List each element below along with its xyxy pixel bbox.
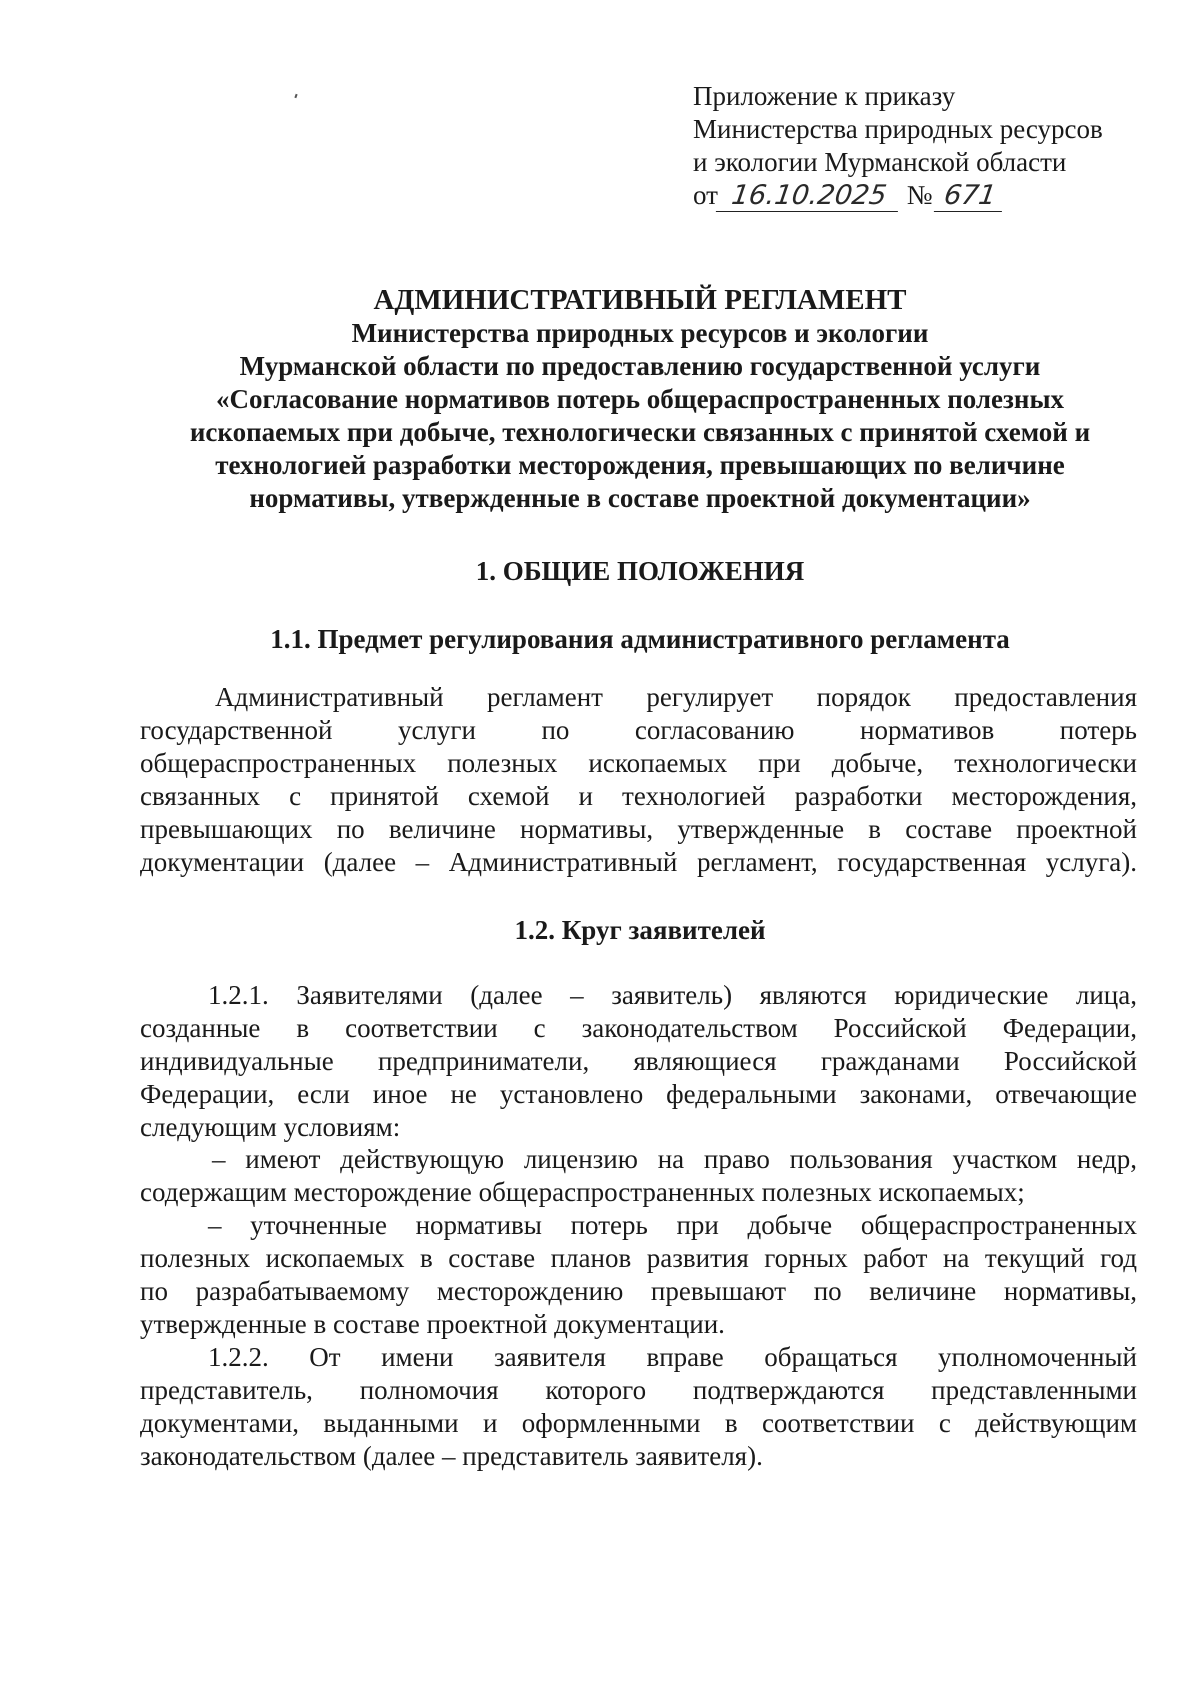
paragraph-line: государственной услуги по согласованию нормативов потерь (140, 715, 1137, 745)
title-line: технологией разработки месторождения, превышающих по величине (215, 450, 1065, 480)
paragraph-line: документами, выданными и оформленными в соответствии с действующим (140, 1408, 1137, 1438)
paragraph-line: 1.2.1. Заявителями (далее – заявитель) являются юридические лица, (208, 980, 1137, 1010)
paragraph-line: следующим условиям: (140, 1112, 401, 1142)
from-prefix: от (693, 180, 718, 210)
paragraph-line: индивидуальные предприниматели, являющиеся гражданами Российской (140, 1046, 1137, 1076)
title-line: нормативы, утвержденные в составе проектной документации» (249, 483, 1031, 513)
annex-line-3: и экологии Мурманской области (693, 147, 1067, 177)
paragraph-1-2-1 (140, 979, 1137, 1144)
paragraph-line: утвержденные в составе проектной документации. (140, 1309, 725, 1339)
paragraph-1-2-2 (140, 1341, 1137, 1473)
bullet-loss-norms (140, 1209, 1137, 1341)
section-1-heading: 1. ОБЩИЕ ПОЛОЖЕНИЯ (475, 556, 805, 586)
paragraph-line: общераспространенных полезных ископаемых при добыче, технологически (140, 748, 1137, 778)
paragraph-line: связанных с принятой схемой и технологией разработки месторождения, (140, 781, 1137, 811)
annex-line-1: Приложение к приказу (693, 81, 956, 111)
annex-line-2: Министерства природных ресурсов (693, 114, 1103, 144)
paragraph-line: превышающих по величине нормативы, утвержденные в составе проектной (140, 814, 1137, 844)
paragraph-line: полезных ископаемых в составе планов развития горных работ на текущий год (140, 1243, 1137, 1273)
title-line: Мурманской области по предоставлению государственной услуги (239, 351, 1041, 381)
paragraph-line: – имеют действующую лицензию на право пользования участком недр, (212, 1144, 1137, 1174)
subsection-1-2-heading: 1.2. Круг заявителей (514, 915, 766, 945)
annex-date-number-line (693, 179, 1103, 212)
title-main: АДМИНИСТРАТИВНЫЙ РЕГЛАМЕНТ (373, 284, 907, 316)
title-line: Министерства природных ресурсов и экологии (351, 318, 929, 348)
paragraph-line: – уточненные нормативы потерь при добыче общераспространенных (208, 1210, 1137, 1240)
scan-speck (294, 94, 297, 98)
number-prefix: № (906, 180, 933, 210)
title-line: «Согласование нормативов потерь общераспространенных полезных (215, 384, 1065, 414)
handwritten-order-number: 671 (934, 181, 1006, 212)
handwritten-date: 16.10.2025 (716, 181, 902, 212)
title-line: ископаемых при добыче, технологически связанных с принятой схемой и (189, 417, 1091, 447)
paragraph-1-1 (140, 681, 1137, 879)
paragraph-line: Административный регламент регулирует порядок предоставления (215, 682, 1137, 712)
paragraph-line: документации (далее – Административный регламент, государственная услуга). (140, 847, 1137, 877)
paragraph-line: по разрабатываемому месторождению превышают по величине нормативы, (140, 1276, 1137, 1306)
paragraph-line: созданные в соответствии с законодательством Российской Федерации, (140, 1013, 1137, 1043)
order-annex-note (693, 80, 1103, 212)
paragraph-line: представитель, полномочия которого подтверждаются представленными (140, 1375, 1137, 1405)
paragraph-line: содержащим месторождение общераспространенных полезных ископаемых; (140, 1177, 1025, 1207)
subsection-1-1-heading: 1.1. Предмет регулирования административного регламента (270, 624, 1010, 654)
bullet-license (140, 1143, 1137, 1209)
document-title (150, 284, 1130, 515)
paragraph-line: Федерации, если иное не установлено федеральными законами, отвечающие (140, 1079, 1137, 1109)
paragraph-line: законодательством (далее – представитель заявителя). (140, 1441, 763, 1471)
paragraph-line: 1.2.2. От имени заявителя вправе обращаться уполномоченный (208, 1342, 1137, 1372)
